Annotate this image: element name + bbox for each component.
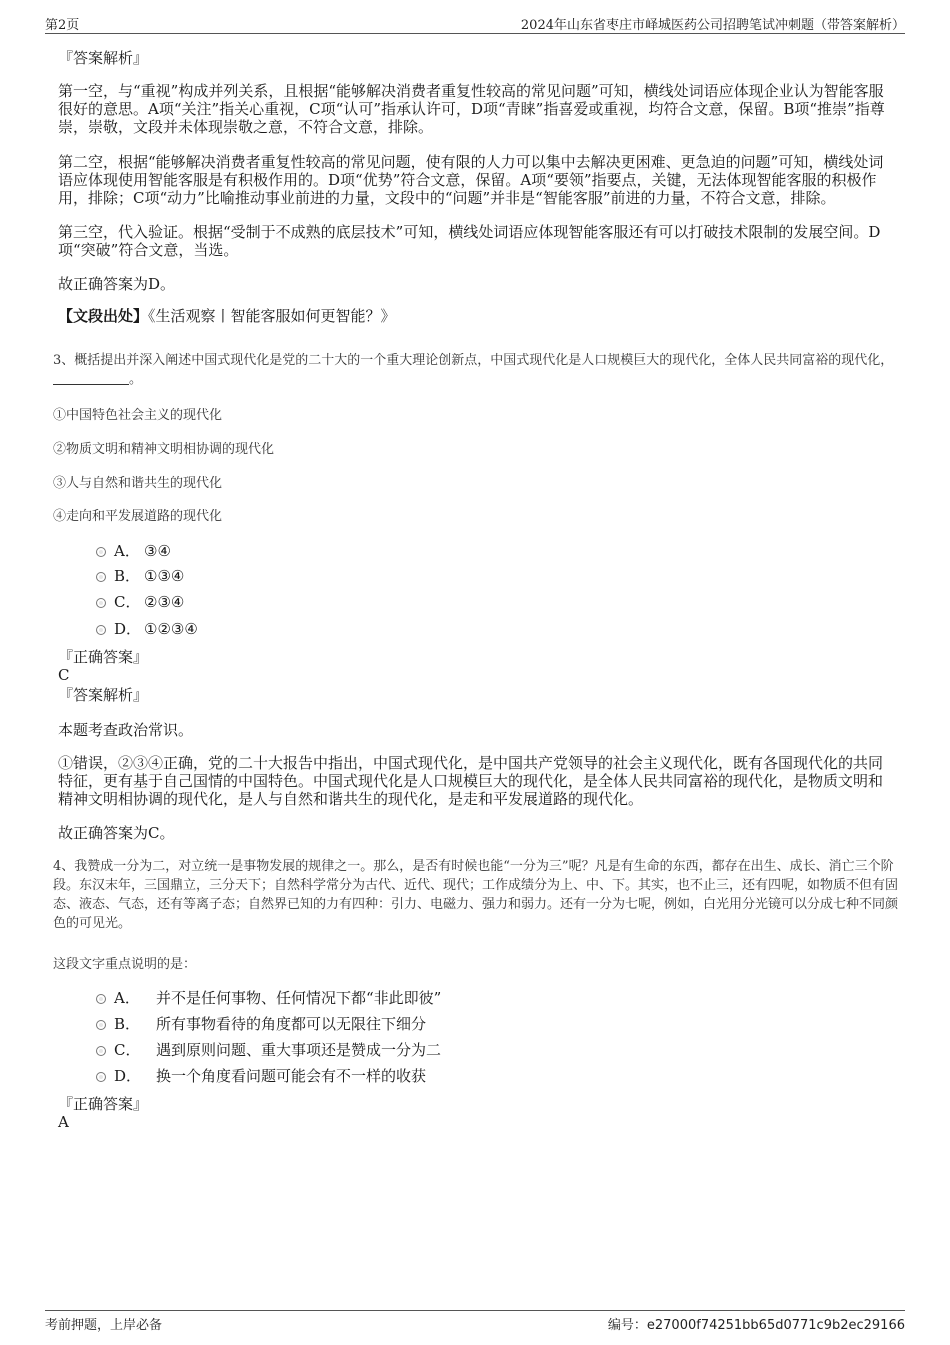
page-number: 第2页 <box>45 18 80 33</box>
footer-code <box>608 1314 905 1333</box>
analysis-paragraph-2: 第二空，根据“能够解决消费者重复性较高的常见问题，使有限的人力可以集中去解决更困难、更急迫的问题”可知，横线处词语应体现使用智能客服是有积极作用的。D项“优势”符合文意，保留。A项“要领”指要点，关键，无法体现智能客服的积极作用，排除；C项“动力”比喻推动事业前进的力量，文段中的“问题”并非是“智能客服”前进的力量，不符合文意，排除。 <box>58 153 884 207</box>
q3-choice-b[interactable] <box>96 567 184 585</box>
footer-code-label: 编号： <box>607 1318 647 1333</box>
choice-letter: D． <box>114 620 142 638</box>
conclusion-1: 故正确答案为D。 <box>58 275 176 293</box>
q4-choice-a[interactable] <box>96 989 441 1007</box>
source-text: 《生活观察丨智能客服如何更智能？》 <box>148 307 396 325</box>
choice-letter: A． <box>114 542 140 560</box>
analysis-paragraph-1: 第一空，与“重视”构成并列关系，且根据“能够解决消费者重复性较高的常见问题”可知，横线处词语应体现企业认为智能客服很好的意思。A项“关注”指关心重视，C项“认可”指承认许可，D项“青睐”指喜爱或重视，均符合文意，保留。B项“推崇”指尊崇，崇敬，文段并未体现崇敬之意，不符合文意，排除。 <box>58 82 885 136</box>
question-3-stem-text: 3、概括提出并深入阐述中国式现代化是党的二十大的一个重大理论创新点，中国式现代化是人口规模巨大的现代化，全体人民共同富裕的现代化， <box>53 353 894 368</box>
q3-analysis-paragraph-2: ①错误，②③④正确，党的二十大报告中指出，中国式现代化，是中国共产党领导的社会主义现代化，既有各国现代化的共同特征，更有基于自己国情的中国特色。中国式现代化是人口规模巨大的现代化，是全体人民共同富裕的现代化，是物质文明和精神文明相协调的现代化，是人与自然和谐共生的现代化，是走和平发展道路的现代化。 <box>58 754 884 808</box>
radio-icon[interactable] <box>96 1072 106 1082</box>
choice-letter: C． <box>114 1041 141 1059</box>
page-header <box>45 12 905 34</box>
radio-icon[interactable] <box>96 625 106 635</box>
radio-icon[interactable] <box>96 547 106 557</box>
correct-answer-4: A <box>58 1113 69 1131</box>
choice-text: ①③④ <box>144 567 185 585</box>
correct-answer-label-3: 『正确答案』 <box>58 648 149 666</box>
q3-choice-c[interactable] <box>96 593 184 611</box>
q4-choice-d[interactable] <box>96 1067 426 1085</box>
choice-text: 遇到原则问题、重大事项还是赞成一分为二 <box>156 1041 442 1059</box>
choice-letter: A． <box>114 989 140 1007</box>
statement-3: ③人与自然和谐共生的现代化 <box>53 476 223 491</box>
statement-2: ②物质文明和精神文明相协调的现代化 <box>53 442 275 457</box>
footer-code-value: e27000f74251bb65d0771c9b2ec29166 <box>646 1318 905 1333</box>
correct-answer-label-4: 『正确答案』 <box>58 1095 149 1113</box>
choice-text: ③④ <box>144 542 171 560</box>
radio-icon[interactable] <box>96 598 106 608</box>
radio-icon[interactable] <box>96 1020 106 1030</box>
q3-analysis-paragraph-1: 本题考查政治常识。 <box>58 721 194 739</box>
question-3-stem-end: 。 <box>129 372 143 387</box>
radio-icon[interactable] <box>96 1046 106 1056</box>
choice-text: 换一个角度看问题可能会有不一样的收获 <box>156 1067 427 1085</box>
source-label: 【文段出处】 <box>58 307 149 325</box>
q4-choice-c[interactable] <box>96 1041 441 1059</box>
q4-choice-b[interactable] <box>96 1015 426 1033</box>
analysis-heading-1: 『答案解析』 <box>58 49 149 67</box>
choice-letter: D． <box>114 1067 142 1085</box>
document-title: 2024年山东省枣庄市峄城医药公司招聘笔试冲刺题（带答案解析） <box>520 18 905 33</box>
question-4-prompt: 这段文字重点说明的是： <box>53 957 197 972</box>
page-footer <box>45 1310 905 1334</box>
analysis-paragraph-3: 第三空，代入验证。根据“受制于不成熟的底层技术”可知，横线处词语应体现智能客服还有可以打破技术限制的发展空间。D项“突破”符合文意，当选。 <box>58 223 881 259</box>
question-3-stem <box>53 351 898 389</box>
choice-letter: B． <box>114 567 141 585</box>
analysis-heading-3: 『答案解析』 <box>58 686 149 704</box>
conclusion-3: 故正确答案为C。 <box>58 824 175 842</box>
choice-letter: B． <box>114 1015 141 1033</box>
choice-text: ①②③④ <box>144 620 198 638</box>
q3-choice-a[interactable] <box>96 542 171 560</box>
radio-icon[interactable] <box>96 572 106 582</box>
choice-text: 并不是任何事物、任何情况下都“非此即彼” <box>156 989 442 1007</box>
source-line <box>58 307 896 325</box>
question-4-stem: 4、我赞成一分为二，对立统一是事物发展的规律之一。那么，是否有时候也能“一分为三”呢？凡是有生命的东西，都存在出生、成长、消亡三个阶段。东汉末年，三国鼎立，三分天下；自然科学常分为古代、近代、现代；工作成绩分为上、中、下。其实，也不止三，还有四呢，如物质不但有固态、液态、气态，还有等离子态；自然界已知的力有四种：引力、电磁力、强力和弱力。还有一分为七呢，例如，白光用分光镜可以分成七种不同颜色的可见光。 <box>53 859 899 931</box>
footer-slogan: 考前押题，上岸必备 <box>45 1318 163 1333</box>
radio-icon[interactable] <box>96 994 106 1004</box>
choice-text: ②③④ <box>144 593 185 611</box>
statement-1: ①中国特色社会主义的现代化 <box>53 408 223 423</box>
choice-text: 所有事物看待的角度都可以无限往下细分 <box>156 1015 427 1033</box>
fill-blank <box>53 373 129 385</box>
q3-choice-d[interactable] <box>96 620 198 638</box>
correct-answer-3: C <box>58 666 70 684</box>
statement-4: ④走向和平发展道路的现代化 <box>53 509 223 524</box>
choice-letter: C． <box>114 593 141 611</box>
